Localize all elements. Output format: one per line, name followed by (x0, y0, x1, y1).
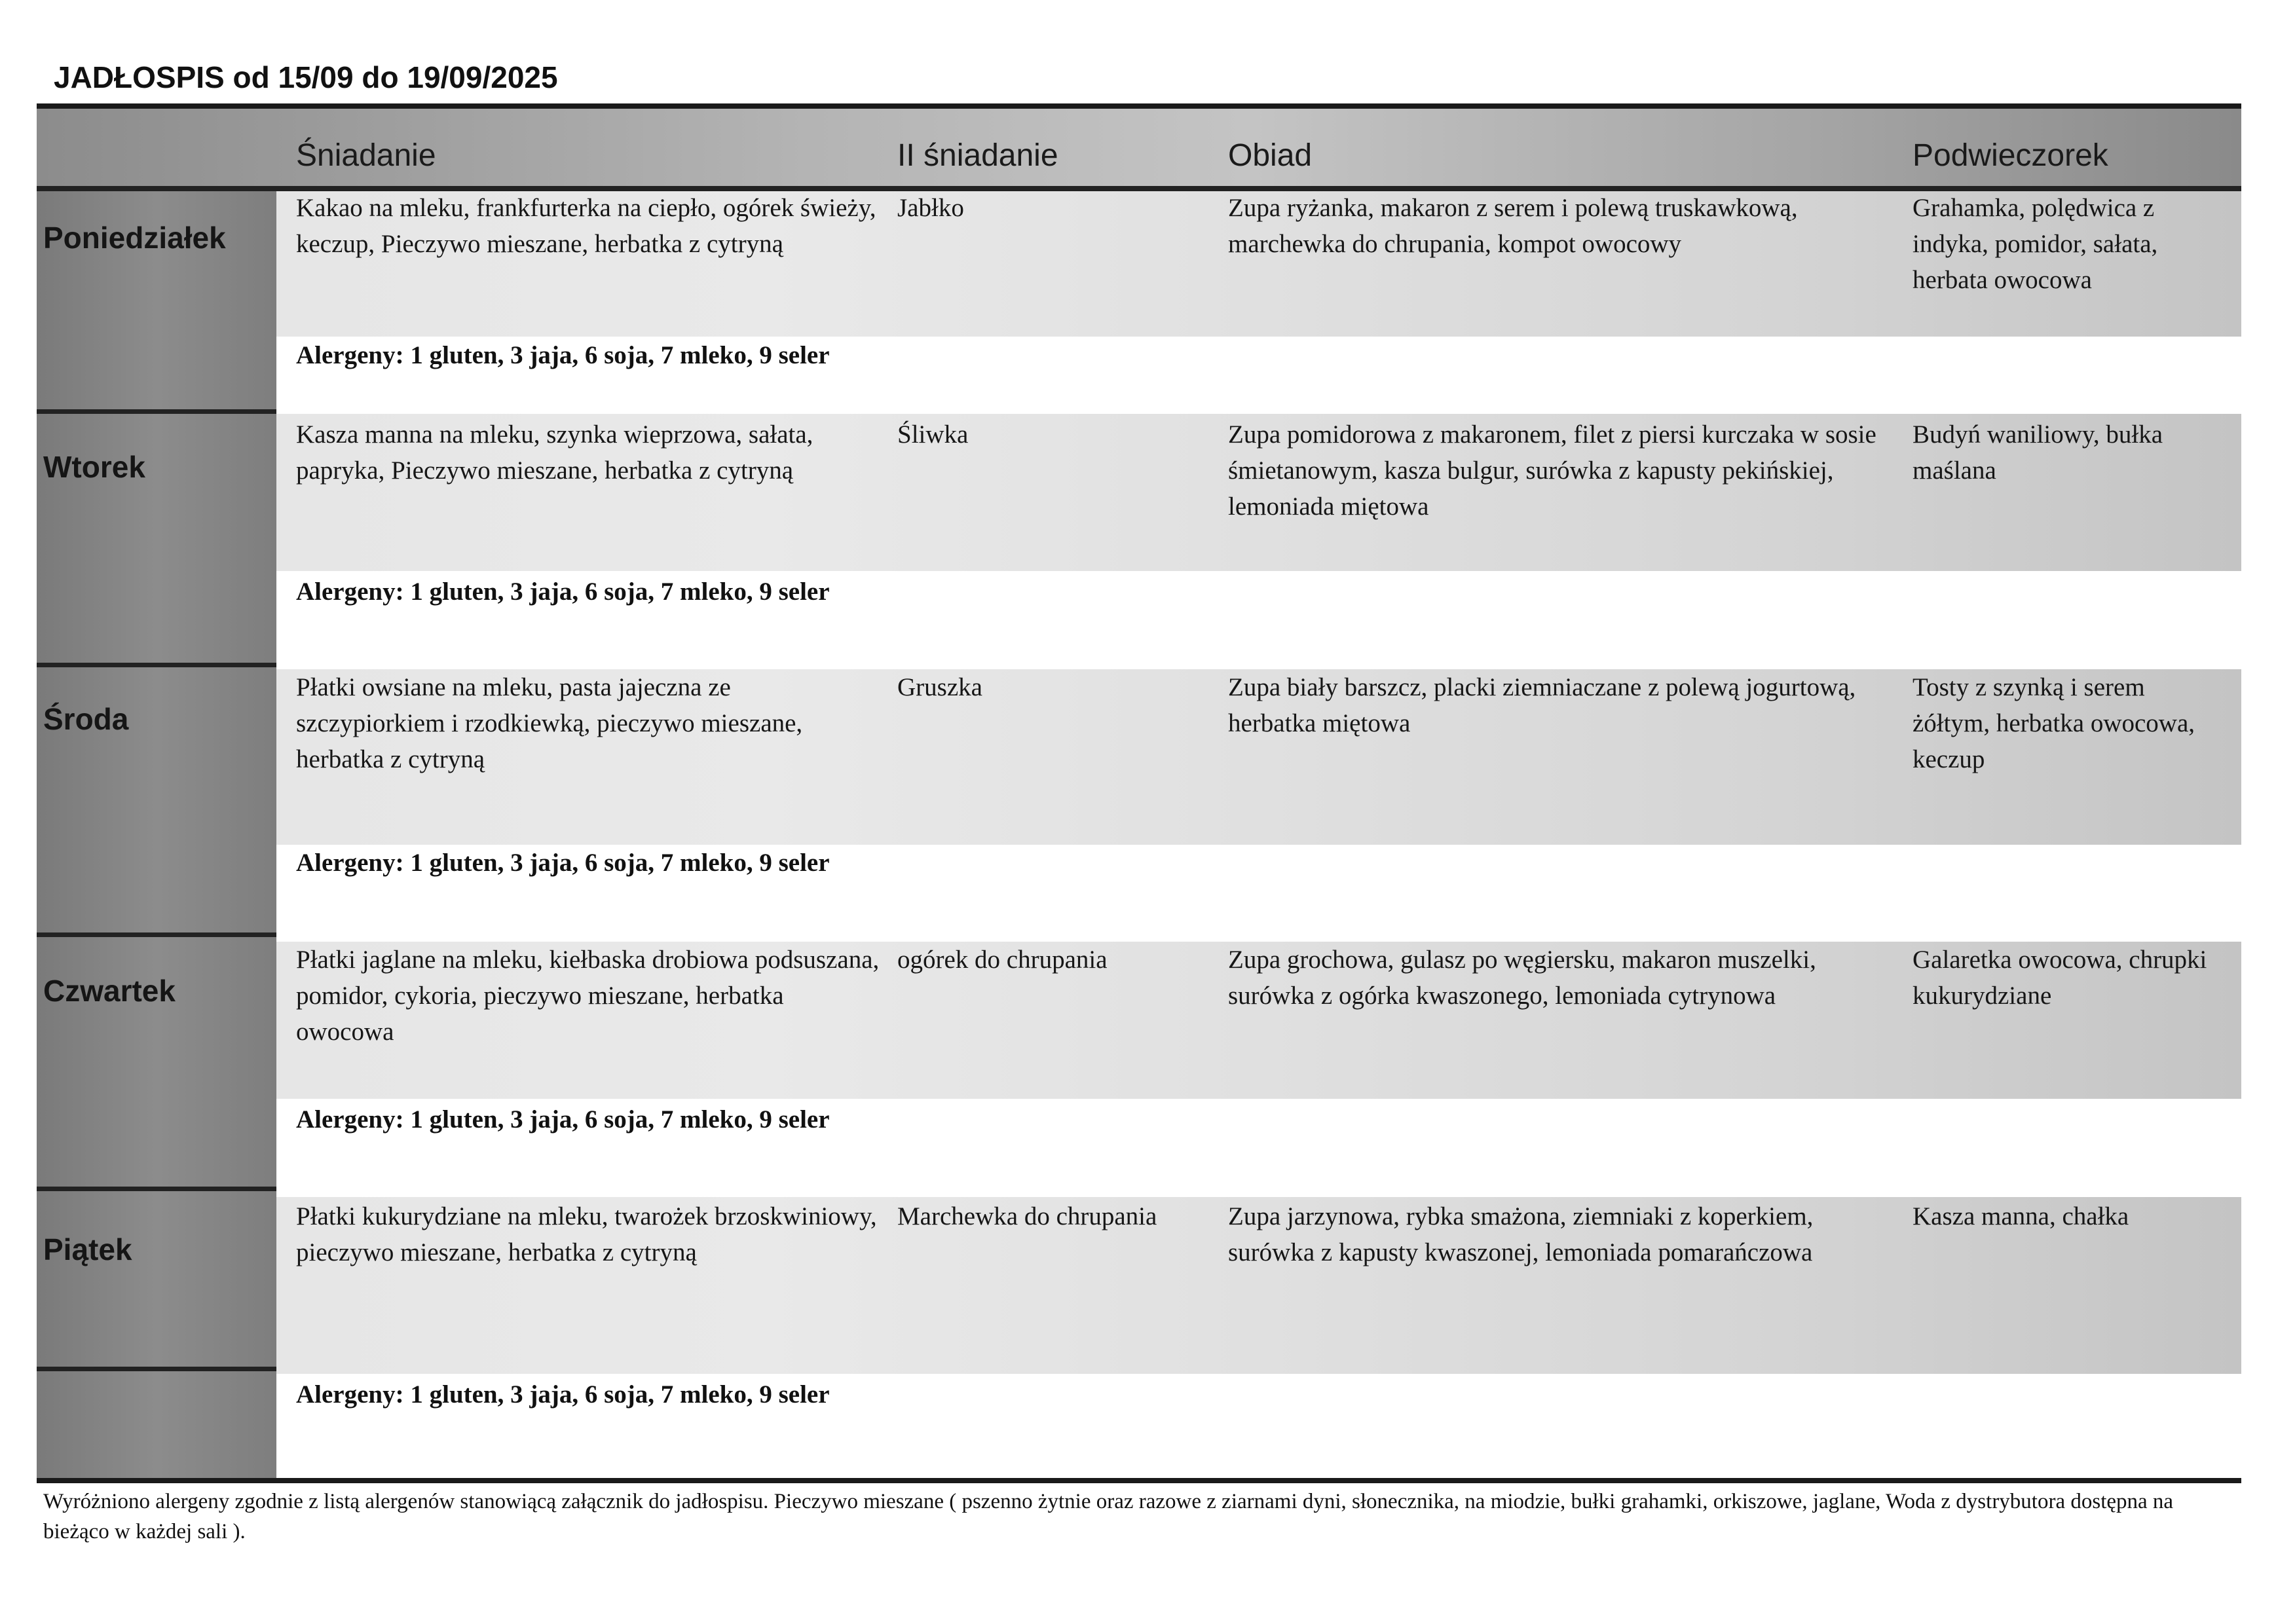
breakfast-cell: Kakao na mleku, frankfurterka na ciepło, ogórek świeży, keczup, Pieczywo mieszane, herbatka z cytryną (296, 194, 876, 258)
second-breakfast-cell: Jabłko (897, 194, 964, 222)
allergens-text: Alergeny: 1 gluten, 3 jaja, 6 soja, 7 mleko, 9 seler (296, 849, 830, 877)
snack-cell: Budyń waniliowy, bułka maślana (1912, 420, 2163, 485)
snack-cell: Grahamka, polędwica z indyka, pomidor, sałata, herbata owocowa (1912, 194, 2158, 294)
header-lunch: Obiad (1228, 138, 1313, 173)
allergens-text: Alergeny: 1 gluten, 3 jaja, 6 soja, 7 mleko, 9 seler (296, 578, 830, 606)
breakfast-cell: Kasza manna na mleku, szynka wieprzowa, sałata, papryka, Pieczywo mieszane, herbatka z cytryną (296, 420, 813, 485)
row-separator (37, 409, 276, 414)
header-snack: Podwieczorek (1912, 138, 2108, 173)
row-separator (37, 1187, 276, 1191)
allergens-text: Alergeny: 1 gluten, 3 jaja, 6 soja, 7 mleko, 9 seler (296, 1380, 830, 1409)
allergens-text: Alergeny: 1 gluten, 3 jaja, 6 soja, 7 mleko, 9 seler (296, 341, 830, 369)
snack-cell: Galaretka owocowa, chrupki kukurydziane (1912, 946, 2207, 1010)
breakfast-cell: Płatki jaglane na mleku, kiełbaska drobiowa podsuszana, pomidor, cykoria, pieczywo mieszane, herbatka owocowa (296, 946, 880, 1046)
day-name: Poniedziałek (43, 221, 226, 255)
top-rule (37, 103, 2241, 109)
day-name: Piątek (43, 1232, 132, 1266)
header-breakfast: Śniadanie (296, 138, 436, 173)
day-cell-friday (37, 1191, 276, 1369)
day-name: Wtorek (43, 450, 145, 484)
row-separator (37, 663, 276, 667)
day-name: Środa (43, 702, 129, 736)
breakfast-cell: Płatki kukurydziane na mleku, twarożek brzoskwiniowy, pieczywo mieszane, herbatka z cytryną (296, 1202, 877, 1266)
page-title: JADŁOSPIS od 15/09 do 19/09/2025 (54, 60, 558, 94)
row-separator (37, 1367, 276, 1371)
allergens-text: Alergeny: 1 gluten, 3 jaja, 6 soja, 7 mleko, 9 seler (296, 1105, 830, 1134)
day-name: Czwartek (43, 974, 176, 1008)
header-second-breakfast: II śniadanie (897, 138, 1058, 173)
second-breakfast-cell: Gruszka (897, 673, 982, 701)
row-separator (37, 932, 276, 937)
second-breakfast-cell: Śliwka (897, 420, 969, 449)
breakfast-cell: Płatki owsiane na mleku, pasta jajeczna ze szczypiorkiem i rzodkiewką, pieczywo mieszane, herbatka z cytryną (296, 673, 803, 773)
day-cell-friday-allergens (37, 1371, 276, 1478)
lunch-cell: Zupa jarzynowa, rybka smażona, ziemniaki z koperkiem, surówka z kapusty kwaszonej, lemoniada pomarańczowa (1228, 1202, 1814, 1266)
lunch-cell: Zupa biały barszcz, placki ziemniaczane z polewą jogurtową, herbatka miętowa (1228, 673, 1856, 737)
lunch-cell: Zupa grochowa, gulasz po węgiersku, makaron muszelki, surówka z ogórka kwaszonego, lemoniada cytrynowa (1228, 946, 1816, 1010)
lunch-cell: Zupa ryżanka, makaron z serem i polewą truskawkową, marchewka do chrupania, kompot owocowy (1228, 194, 1798, 258)
snack-cell: Kasza manna, chałka (1912, 1202, 2129, 1230)
lunch-cell: Zupa pomidorowa z makaronem, filet z piersi kurczaka w sosie śmietanowym, kasza bulgur, surówka z kapusty pekińskiej, lemoniada miętowa (1228, 420, 1876, 521)
footnote: Wyróżniono alergeny zgodnie z listą alergenów stanowiącą załącznik do jadłospisu. Pieczywo mieszane ( pszenno żytnie oraz razowe z ziarnami dyni, słonecznika, na miodzie, bułki grahamki, orkiszowe, jaglane, Woda z dystrybutora dostępna na bieżąco w każdej sali ). (43, 1490, 2174, 1543)
bottom-rule (37, 1478, 2241, 1483)
second-breakfast-cell: ogórek do chrupania (897, 946, 1108, 974)
snack-cell: Tosty z szynką i serem żółtym, herbatka owocowa, keczup (1912, 673, 2195, 773)
second-breakfast-cell: Marchewka do chrupania (897, 1202, 1157, 1230)
